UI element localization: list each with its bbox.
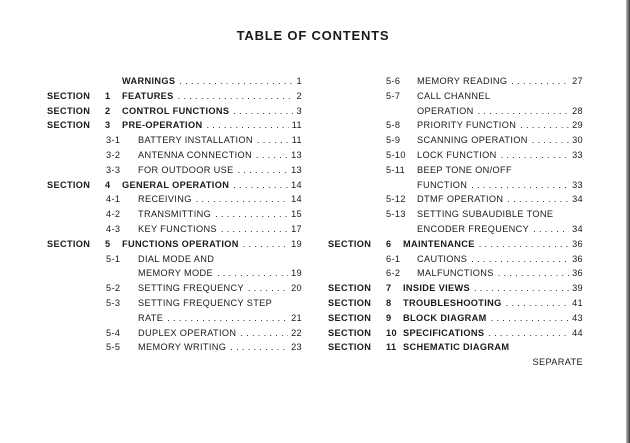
toc-entry [328,207,583,222]
toc-entry [328,222,583,237]
page-number: 19 [288,237,302,252]
subsection-number: 5-7 [386,90,401,101]
entry-title: BEEP TONE ON/OFF [417,164,512,175]
page-number: 3 [294,104,302,119]
section-number: 7 [386,283,392,294]
page-number: 34 [569,222,583,237]
subsection-number: 3-1 [106,135,121,146]
subsection-number: 5-3 [106,297,121,308]
subsection-number: 4-1 [106,194,121,205]
page-number: 22 [288,326,302,341]
section-label: SECTION [328,238,372,249]
subsection-number: 5-4 [106,327,121,338]
entry-title: FOR OUTDOOR USE . . . [138,163,302,178]
section-number: 10 [386,327,397,338]
section-number: 2 [105,105,111,116]
toc-entry [47,237,302,252]
section-label: SECTION [328,283,372,294]
entry-title: DIAL MODE AND [138,253,215,264]
entry-title: ENCODER FREQUENCY . . . [417,222,583,237]
toc-entry [328,296,583,311]
entry-title: SETTING FREQUENCY . . . [138,281,302,296]
toc-entry [47,326,302,341]
subsection-number: 5-9 [386,135,401,146]
entry-title: ANTENNA CONNECTION . . . [138,148,302,163]
entry-title: INSIDE VIEWS . . . [403,281,583,296]
toc-entry [328,104,583,119]
section-number: 9 [386,312,392,323]
page-number: 27 [569,74,583,89]
section-number: 5 [105,238,111,249]
section-label: SECTION [47,179,91,190]
entry-title: CONTROL FUNCTIONS . . . [122,104,302,119]
subsection-number: 4-2 [106,209,121,220]
entry-title: KEY FUNCTIONS . . . [138,222,302,237]
section-label: SECTION [47,238,91,249]
entry-title: FEATURES . . . [122,89,302,104]
subsection-number: 5-8 [386,120,401,131]
subsection-number: 5-6 [386,76,401,86]
toc-entry [328,118,583,133]
page-number: 28 [569,104,583,119]
subsection-number: 6-2 [386,268,401,279]
page-number: 41 [569,296,583,311]
page-number: 43 [569,311,583,326]
toc-entry [47,104,302,119]
toc-entry [328,326,583,341]
page-number: 1 [294,74,302,89]
entry-title: SPECIFICATIONS . . . [403,326,583,341]
section-label: SECTION [328,312,372,323]
entry-title: LOCK FUNCTION . . . [417,148,583,163]
page-number: 30 [569,133,583,148]
page-number: 14 [288,178,302,193]
toc-entry [47,252,302,267]
entry-title: OPERATION . . . [417,104,583,119]
toc-entry [47,178,302,193]
page-number: 39 [569,281,583,296]
entry-title: FUNCTIONS OPERATION . . . [122,237,302,252]
toc-entry [328,74,583,89]
page-number: 33 [569,178,583,193]
entry-title: GENERAL OPERATION . . . [122,178,302,193]
subsection-number: 6-1 [386,253,401,264]
subsection-number: 5-11 [386,164,406,175]
toc-entry [328,148,583,163]
entry-title: CAUTIONS . . . [417,252,583,267]
toc-entry [328,252,583,267]
page-number: 14 [288,192,302,207]
toc-entry [47,118,302,133]
entry-title: RATE . . . [138,311,302,326]
section-label: SECTION [47,120,91,131]
toc-entry [47,222,302,237]
toc-entry [328,266,583,281]
section-number: 11 [386,342,397,353]
subsection-number: 3-3 [106,164,121,175]
page-edge-shadow [626,0,630,443]
subsection-number: 4-3 [106,223,121,234]
entry-title: WARNINGS . . . [122,74,302,89]
page-number: 44 [569,326,583,341]
page-title: TABLE OF CONTENTS [236,28,390,43]
subsection-number: 3-2 [106,149,121,160]
page-number: 36 [569,237,583,252]
toc-entry [47,89,302,104]
page-number: 15 [288,207,302,222]
entry-title: BATTERY INSTALLATION . . . [138,133,302,148]
toc-right-column [328,74,583,370]
subsection-number: 5-12 [386,194,406,205]
page-number: 36 [569,252,583,267]
toc-entry [328,163,583,178]
toc-entry [328,178,583,193]
entry-title: RECEIVING . . . [138,192,302,207]
page-number: 17 [288,222,302,237]
toc-entry [328,340,583,355]
entry-title: MEMORY READING . . . [417,74,583,89]
entry-title: MEMORY WRITING . . . [138,340,302,355]
toc-entry [328,133,583,148]
toc-left-column [47,74,302,355]
page-number: 21 [288,311,302,326]
page-number: 13 [288,148,302,163]
entry-title: SETTING FREQUENCY STEP [138,297,273,308]
toc-entry [47,281,302,296]
toc-entry [47,74,302,89]
toc-entry [328,192,583,207]
section-label: SECTION [328,342,372,353]
entry-title: TRANSMITTING . . . [138,207,302,222]
toc-entry [47,296,302,311]
toc-entry [47,266,302,281]
entry-title: PRIORITY FUNCTION . . . [417,118,583,133]
toc-entry [47,192,302,207]
page-number: 33 [569,148,583,163]
page-number: 20 [288,281,302,296]
entry-title: MALFUNCTIONS . . . [417,266,583,281]
section-number: 8 [386,297,392,308]
page-number: 19 [288,266,302,281]
toc-entry [328,355,583,370]
toc-entry [47,133,302,148]
entry-title: SCANNING OPERATION . . . [417,133,583,148]
subsection-number: 5-10 [386,149,406,160]
entry-title: PRE-OPERATION . . . [122,118,302,133]
subsection-number: 5-13 [386,209,406,220]
entry-title: TROUBLESHOOTING . . . [403,296,583,311]
page-number: 34 [569,192,583,207]
entry-title: MEMORY MODE . . . [138,266,302,281]
subsection-number: 5-5 [106,342,121,353]
entry-title: MAINTENANCE . . . [403,237,583,252]
subsection-number: 5-2 [106,283,121,294]
section-number: 3 [105,120,111,131]
entry-title: CALL CHANNEL [417,90,491,101]
toc-entry [328,281,583,296]
section-number: 1 [105,90,111,101]
entry-title: SETTING SUBAUDIBLE TONE [417,209,554,220]
page-number: 2 [294,89,302,104]
section-number: 6 [386,238,392,249]
entry-title: FUNCTION . . . [417,178,583,193]
page-number: 11 [289,133,302,148]
toc-entry [47,163,302,178]
page-number: 13 [288,163,302,178]
section-number: 4 [105,179,111,190]
toc-entry [328,311,583,326]
toc-entry [328,237,583,252]
page-number: 36 [569,266,583,281]
page-number: 11 [289,118,302,133]
toc-entry [47,311,302,326]
section-label: SECTION [328,297,372,308]
section-label: SECTION [328,327,372,338]
entry-title: DUPLEX OPERATION . . . [138,326,302,341]
entry-title: DTMF OPERATION . . . [417,192,583,207]
toc-entry [47,207,302,222]
page-number: 29 [569,118,583,133]
toc-entry [47,148,302,163]
subsection-number: 5-1 [106,253,121,264]
entry-title: SCHEMATIC DIAGRAM [403,342,510,353]
section-label: SECTION [47,90,91,101]
page-number: 23 [288,340,302,355]
page-number: SEPARATE [530,355,583,370]
section-label: SECTION [47,105,91,116]
toc-entry [328,89,583,104]
entry-title: BLOCK DIAGRAM . . . [403,311,583,326]
toc-entry [47,340,302,355]
